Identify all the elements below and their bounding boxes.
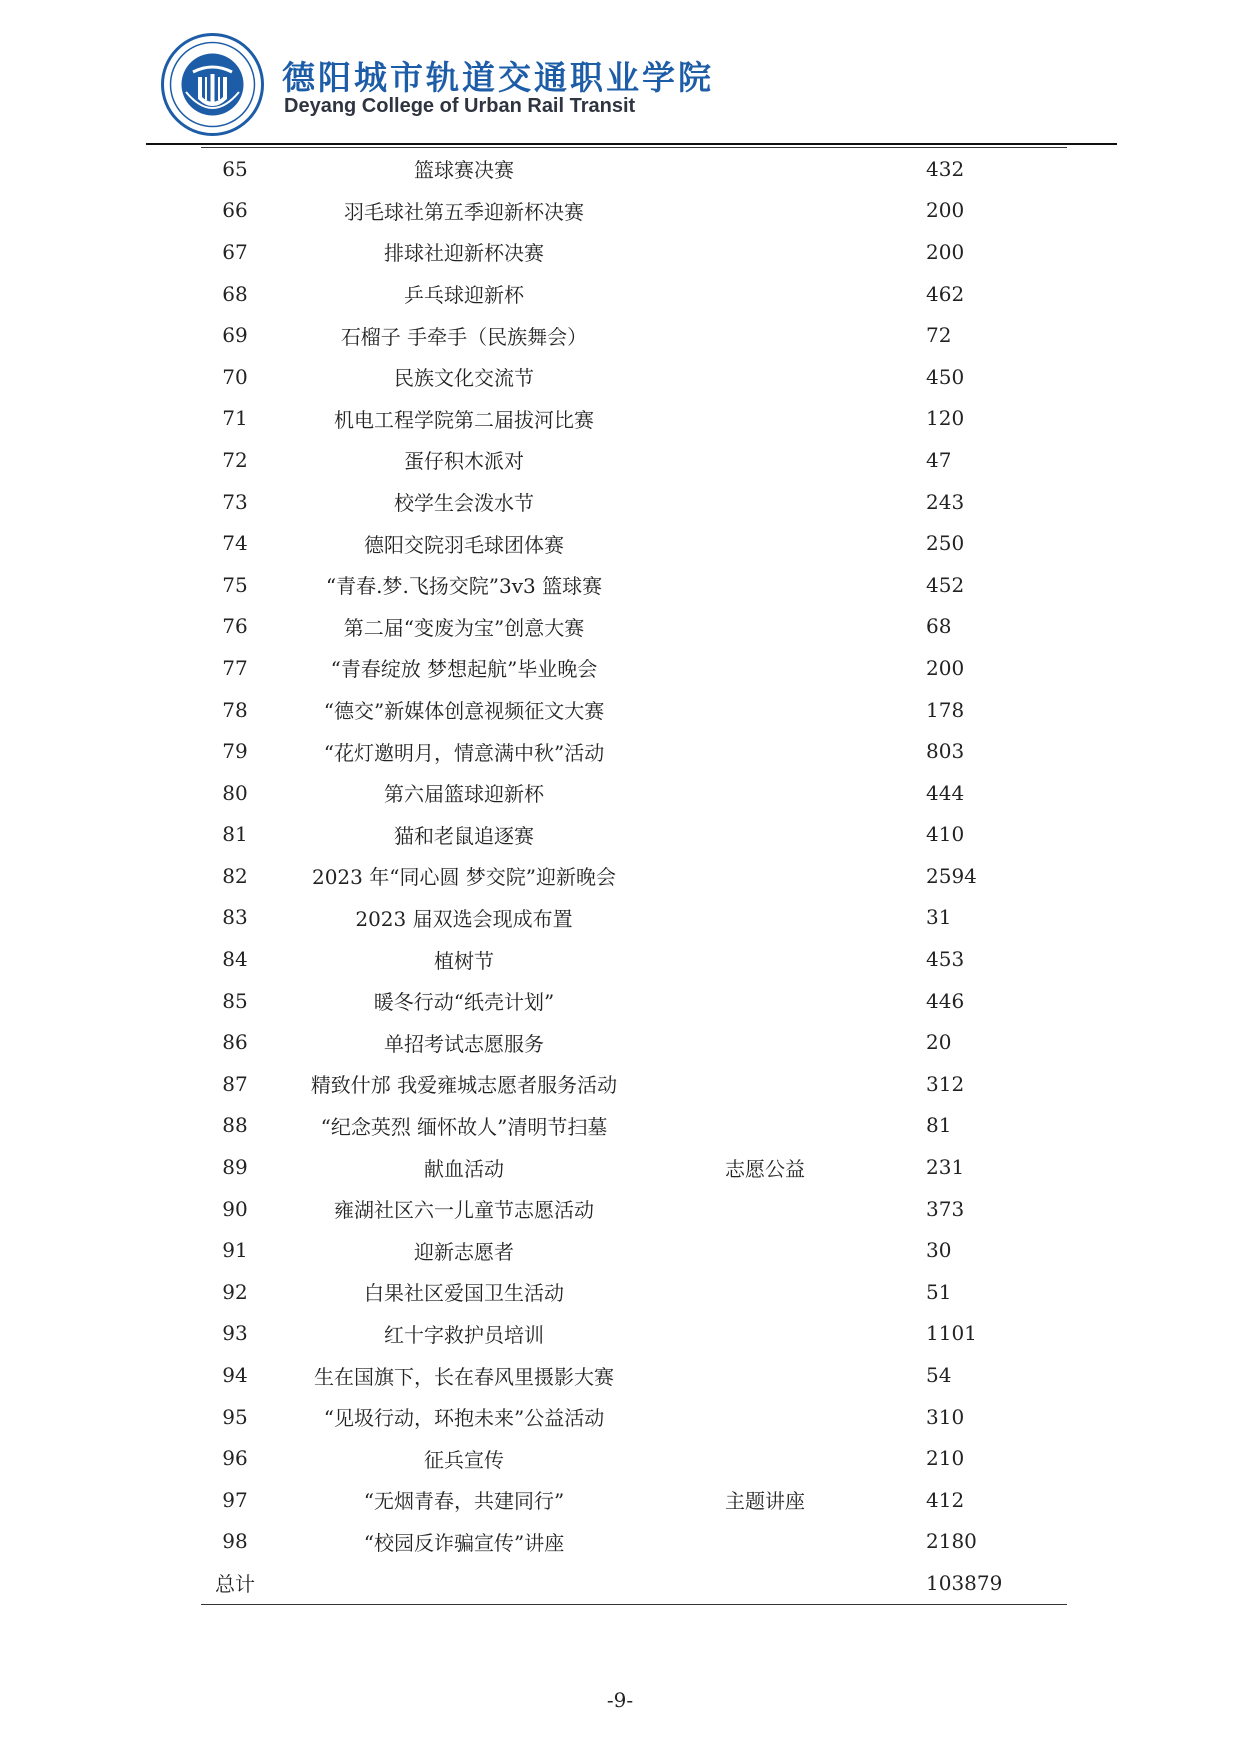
row-number: 80: [222, 780, 248, 805]
school-name-cn: 德阳城市轨道交通职业学院: [282, 58, 714, 97]
activity-name: 单招考试志愿服务: [384, 1031, 544, 1056]
activity-name: 2023 届双选会现成布置: [355, 906, 573, 931]
row-number: 78: [222, 697, 248, 722]
activity-name: 迎新志愿者: [414, 1239, 514, 1264]
table-row: [201, 231, 1067, 273]
activity-name: 羽毛球社第五季迎新杯决赛: [344, 199, 584, 224]
row-number: 87: [222, 1071, 248, 1096]
activity-category: [659, 730, 871, 772]
table-row: [201, 606, 1067, 648]
activity-category: [659, 1105, 871, 1147]
table-row: [201, 689, 1067, 731]
activity-category: [659, 522, 871, 564]
row-number: 73: [222, 489, 248, 514]
participant-count: 20: [926, 1030, 952, 1055]
activity-name: 校学生会泼水节: [394, 491, 534, 516]
row-number: 84: [222, 947, 248, 972]
participant-count: 803: [926, 739, 965, 764]
activity-category: [659, 1188, 871, 1230]
activity-category: [659, 231, 871, 273]
participant-count: 310: [926, 1404, 965, 1429]
activity-category: 主题讲座: [725, 1489, 805, 1514]
table-row: [201, 1229, 1067, 1271]
row-number: 94: [222, 1363, 248, 1388]
table-row: [201, 1354, 1067, 1396]
participant-count: 2180: [926, 1529, 977, 1554]
activity-name: 征兵宣传: [424, 1447, 504, 1472]
table-row: [201, 1521, 1067, 1563]
activity-category: [659, 606, 871, 648]
activity-name: 机电工程学院第二届拔河比赛: [334, 407, 594, 432]
participant-count: 410: [926, 822, 965, 847]
row-number: 90: [222, 1196, 248, 1221]
total-label: 总计: [201, 1562, 269, 1604]
activity-category: [659, 481, 871, 523]
table-row: [201, 1313, 1067, 1355]
table-body: [201, 148, 1067, 1604]
participant-count: 120: [926, 406, 965, 431]
table-row: [201, 1479, 1067, 1521]
activity-name: “见圾行动，环抱未来”公益活动: [323, 1406, 605, 1431]
activity-category: [659, 772, 871, 814]
activity-name: 猫和老鼠追逐赛: [394, 823, 534, 848]
activity-category: [659, 1063, 871, 1105]
table-row: [201, 314, 1067, 356]
row-number: 98: [222, 1529, 248, 1554]
participant-count: 444: [926, 780, 965, 805]
activity-name: 蛋仔积木派对: [404, 449, 524, 474]
participant-count: 31: [926, 905, 952, 930]
participant-count: 452: [926, 572, 965, 597]
activity-category: [659, 314, 871, 356]
activity-name: “德交”新媒体创意视频征文大赛: [323, 699, 605, 724]
activity-name: 生在国旗下，长在春风里摄影大赛: [314, 1364, 614, 1389]
college-logo-icon: [160, 32, 265, 137]
participant-count: 72: [926, 323, 952, 348]
activity-name: “纪念英烈 缅怀故人”清明节扫墓: [320, 1114, 608, 1139]
activity-category: [659, 356, 871, 398]
row-number: 69: [222, 323, 248, 348]
table-row: [201, 897, 1067, 939]
activity-name: 排球社迎新杯决赛: [384, 241, 544, 266]
school-name-en: Deyang College of Urban Rail Transit: [284, 95, 636, 117]
row-number: 91: [222, 1238, 248, 1263]
activity-name: 献血活动: [424, 1156, 504, 1181]
table-row: [201, 814, 1067, 856]
row-number: 79: [222, 739, 248, 764]
table-row: [201, 273, 1067, 315]
participant-count: 30: [926, 1238, 952, 1263]
participant-count: 51: [926, 1279, 952, 1304]
activity-name: 植树节: [434, 948, 494, 973]
row-number: 93: [222, 1321, 248, 1346]
row-number: 77: [222, 655, 248, 680]
activity-table: [201, 147, 1067, 1605]
participant-count: 200: [926, 239, 965, 264]
row-number: 81: [222, 822, 248, 847]
row-number: 65: [222, 156, 248, 181]
participant-count: 200: [926, 655, 965, 680]
table-row: [201, 1105, 1067, 1147]
participant-count: 2594: [926, 863, 977, 888]
row-number: 83: [222, 905, 248, 930]
table-row: [201, 855, 1067, 897]
activity-category: [659, 1021, 871, 1063]
page-number: -9-: [606, 1688, 634, 1712]
total-row: [201, 1562, 1067, 1604]
table-row: [201, 730, 1067, 772]
row-number: 74: [222, 531, 248, 556]
activity-category: [659, 564, 871, 606]
row-number: 92: [222, 1279, 248, 1304]
participant-count: 432: [926, 156, 965, 181]
activity-name: 暖冬行动“纸壳计划”: [373, 990, 555, 1015]
activity-name: 石榴子 手牵手（民族舞会）: [340, 324, 588, 349]
activity-category: [659, 980, 871, 1022]
activity-category: [659, 938, 871, 980]
row-number: 95: [222, 1404, 248, 1429]
participant-count: 243: [926, 489, 965, 514]
activity-category: [659, 190, 871, 232]
participant-count: 462: [926, 281, 965, 306]
activity-name: 德阳交院羽毛球团体赛: [364, 532, 564, 557]
row-number: 85: [222, 988, 248, 1013]
activity-category: [659, 1354, 871, 1396]
table-row: [201, 1021, 1067, 1063]
header-divider: [146, 143, 1117, 145]
participant-count: 54: [926, 1363, 952, 1388]
activity-name: “花灯邀明月，情意满中秋”活动: [323, 740, 605, 765]
participant-count: 68: [926, 614, 952, 639]
empty-cell: [269, 1562, 659, 1604]
row-number: 71: [222, 406, 248, 431]
activity-category: [659, 689, 871, 731]
activity-name: “校园反诈骗宣传”讲座: [363, 1530, 565, 1555]
activity-category: [659, 273, 871, 315]
activity-name: “青春绽放 梦想起航”毕业晚会: [330, 657, 598, 682]
row-number: 86: [222, 1030, 248, 1055]
table-row: [201, 772, 1067, 814]
row-number: 89: [222, 1155, 248, 1180]
activity-category: [659, 855, 871, 897]
activity-category: [659, 814, 871, 856]
activity-category: [659, 1313, 871, 1355]
table-row: [201, 564, 1067, 606]
participant-count: 200: [926, 198, 965, 223]
page-header: [160, 32, 1120, 142]
participant-count: 47: [926, 447, 952, 472]
row-number: 67: [222, 239, 248, 264]
activity-category: [659, 1521, 871, 1563]
row-number: 88: [222, 1113, 248, 1138]
activity-name: 乒乓球迎新杯: [404, 283, 524, 308]
activity-name: 民族文化交流节: [394, 366, 534, 391]
participant-count: 250: [926, 531, 965, 556]
activity-category: [659, 1396, 871, 1438]
participant-count: 412: [926, 1487, 965, 1512]
total-value: 103879: [871, 1562, 1067, 1604]
table-row: [201, 439, 1067, 481]
activity-name: 篮球赛决赛: [414, 158, 514, 183]
table-row: [201, 1063, 1067, 1105]
table-row: [201, 980, 1067, 1022]
activity-category: [659, 647, 871, 689]
participant-count: 450: [926, 364, 965, 389]
participant-count: 312: [926, 1071, 965, 1096]
table-row: [201, 1188, 1067, 1230]
activity-category: [659, 1271, 871, 1313]
row-number: 82: [222, 863, 248, 888]
table-row: [201, 398, 1067, 440]
row-number: 97: [222, 1487, 248, 1512]
activity-category: 志愿公益: [725, 1156, 805, 1181]
activity-category: [659, 148, 871, 190]
activity-name: 精致什邡 我爱雍城志愿者服务活动: [310, 1073, 618, 1098]
activity-name: 2023 年“同心圆 梦交院”迎新晚会: [311, 865, 617, 890]
participant-count: 210: [926, 1446, 965, 1471]
activity-name: 第二届“变废为宝”创意大赛: [343, 615, 585, 640]
row-number: 76: [222, 614, 248, 639]
row-number: 75: [222, 572, 248, 597]
row-number: 72: [222, 447, 248, 472]
table-row: [201, 938, 1067, 980]
activity-category: [659, 439, 871, 481]
activity-category: [659, 1229, 871, 1271]
activity-name: 第六届篮球迎新杯: [384, 782, 544, 807]
table-row: [201, 1146, 1067, 1188]
table-row: [201, 1396, 1067, 1438]
activity-name: 雍湖社区六一儿童节志愿活动: [334, 1198, 594, 1223]
activity-name: “无烟青春，共建同行”: [363, 1489, 565, 1514]
table-row: [201, 1437, 1067, 1479]
table-row: [201, 356, 1067, 398]
participant-count: 231: [926, 1155, 965, 1180]
table-row: [201, 522, 1067, 564]
row-number: 96: [222, 1446, 248, 1471]
activity-category: [659, 398, 871, 440]
participant-count: 446: [926, 988, 965, 1013]
participant-count: 178: [926, 697, 965, 722]
table-row: [201, 190, 1067, 232]
participant-count: 373: [926, 1196, 965, 1221]
activity-category: [659, 897, 871, 939]
empty-cell: [659, 1562, 871, 1604]
activity-category: [659, 1437, 871, 1479]
activity-name: 白果社区爱国卫生活动: [364, 1281, 564, 1306]
table-row: [201, 148, 1067, 190]
participant-count: 1101: [926, 1321, 977, 1346]
table-row: [201, 647, 1067, 689]
activity-name: “青春.梦.飞扬交院”3v3 篮球赛: [325, 574, 603, 599]
participant-count: 81: [926, 1113, 952, 1138]
participant-count: 453: [926, 947, 965, 972]
activity-name: 红十字救护员培训: [384, 1322, 544, 1347]
table-row: [201, 1271, 1067, 1313]
row-number: 68: [222, 281, 248, 306]
row-number: 70: [222, 364, 248, 389]
row-number: 66: [222, 198, 248, 223]
table-row: [201, 481, 1067, 523]
